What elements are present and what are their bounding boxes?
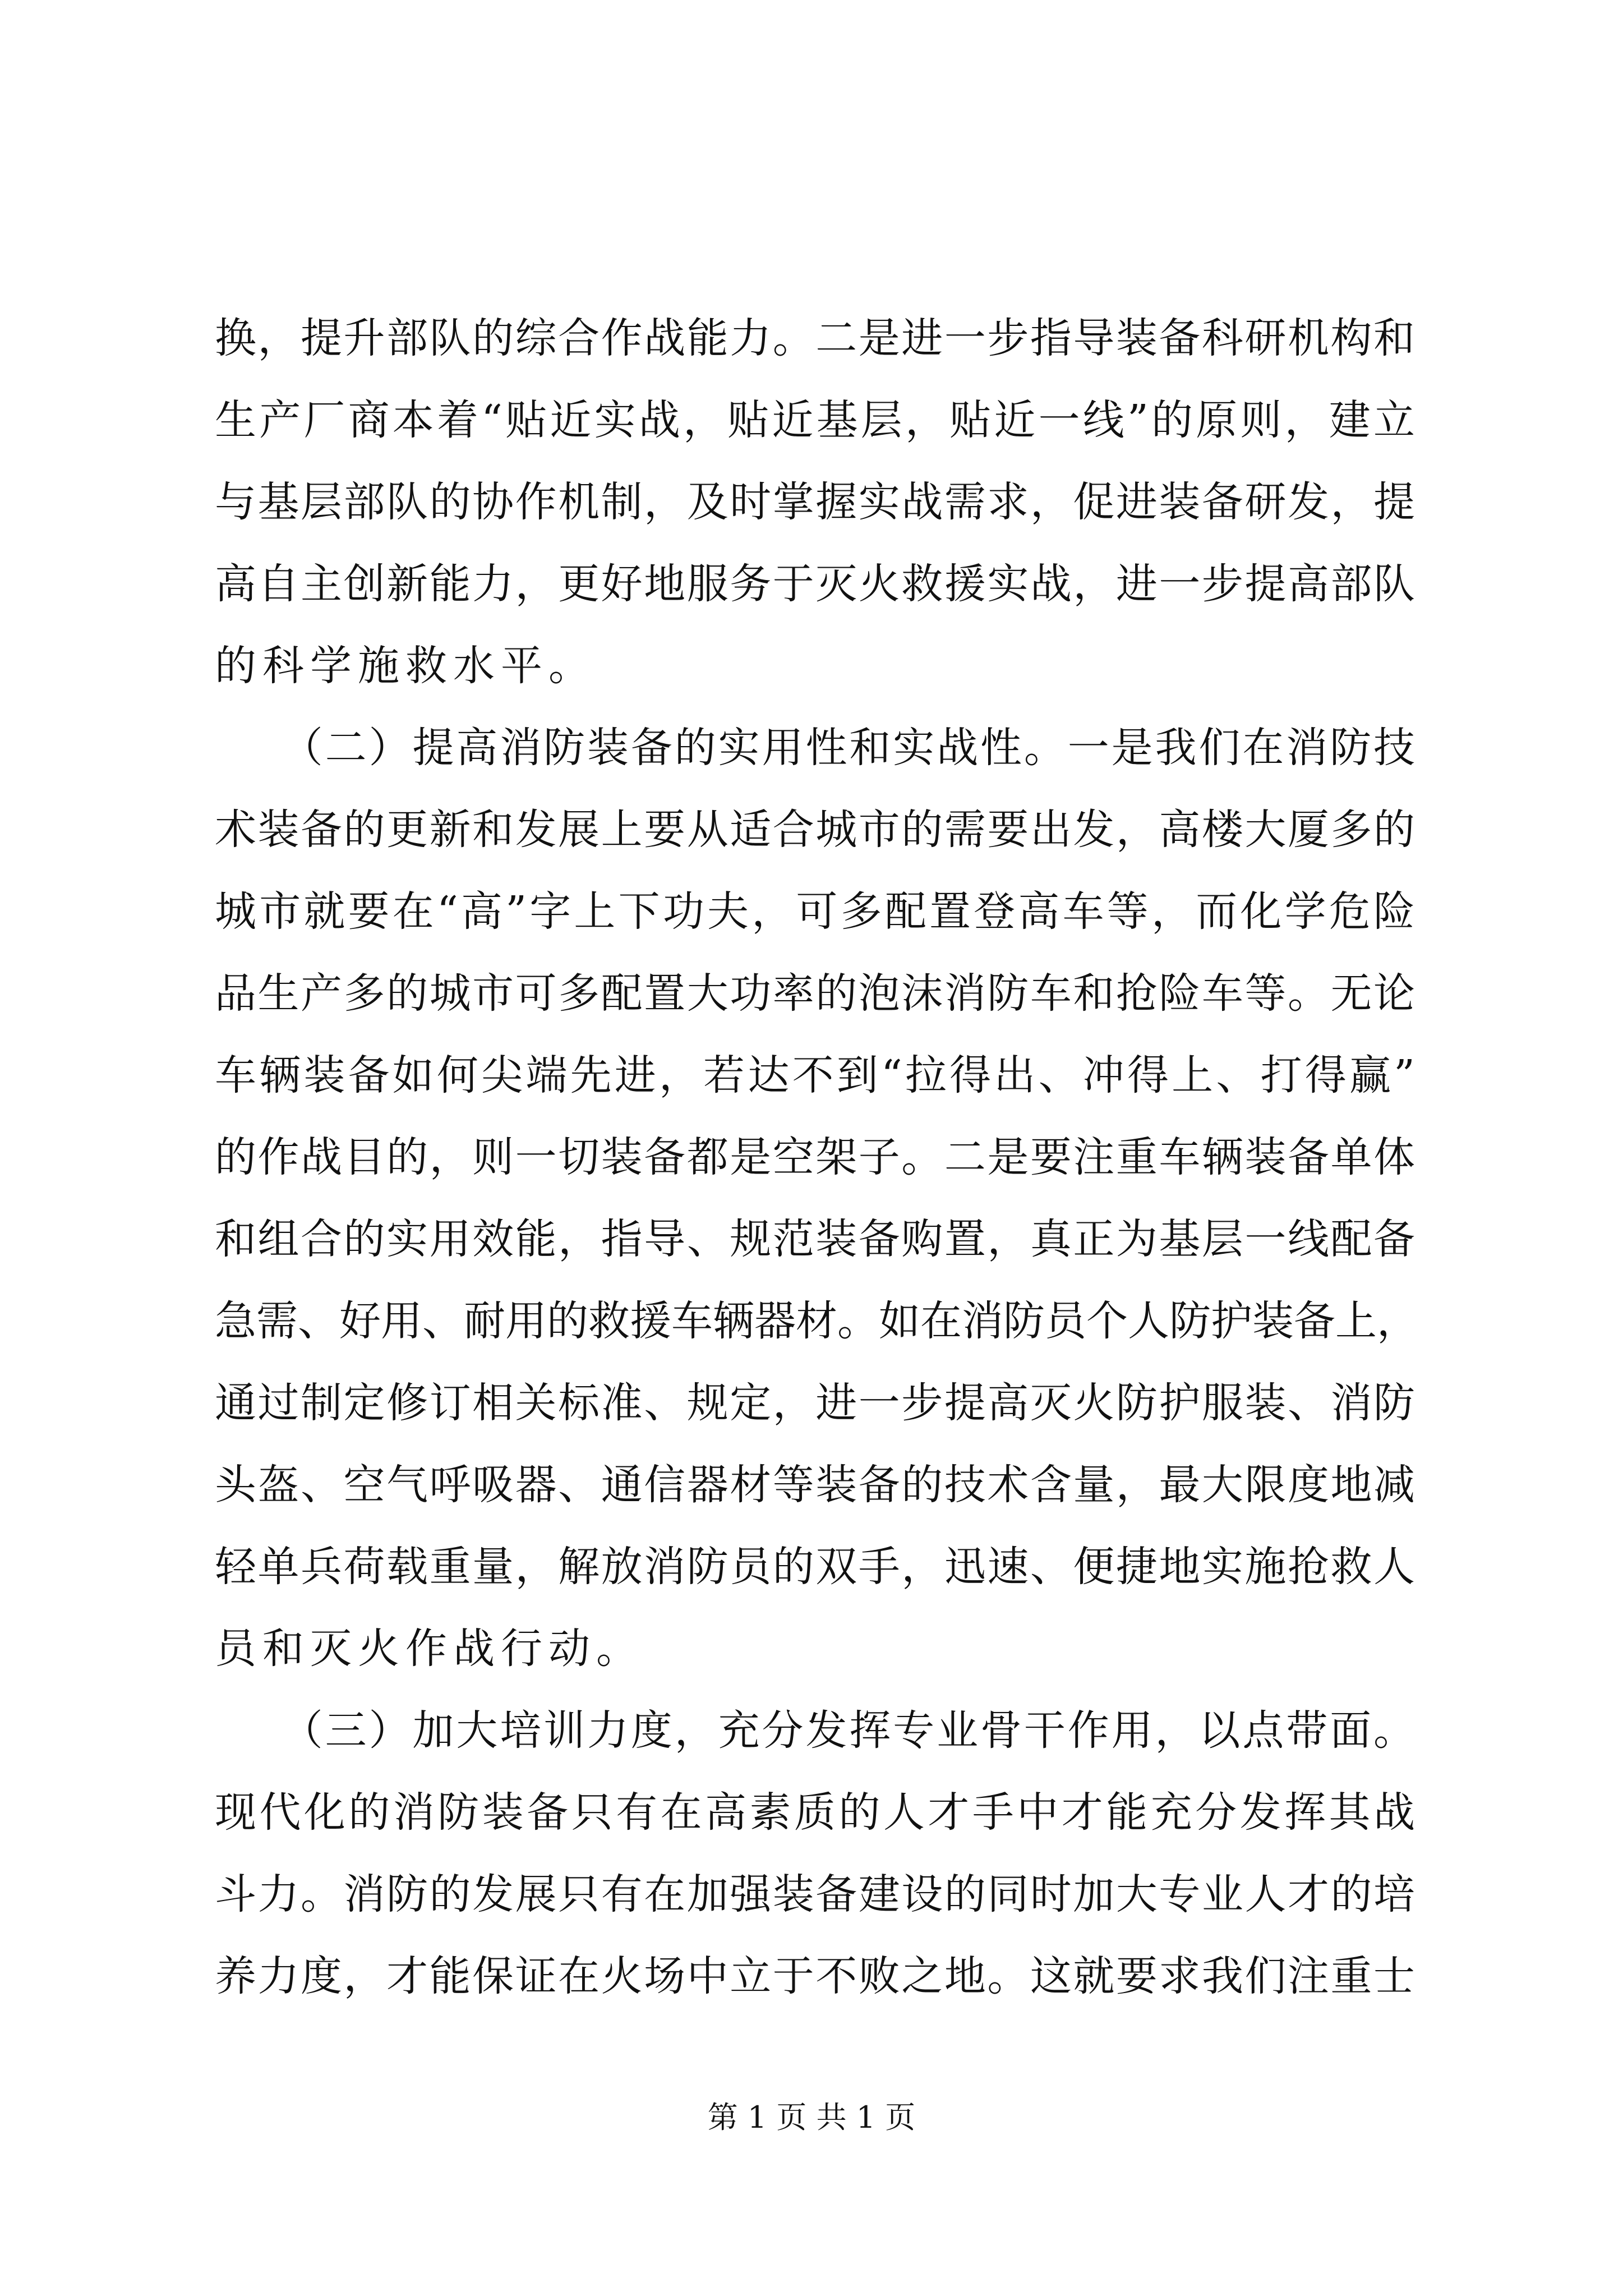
text-line-18: （三）加大培训力度，充分发挥专业骨干作用，以点带面。 xyxy=(215,1706,1415,1755)
text-line-9: 品生产多的城市可多配置大功率的泡沫消防车和抢险车等。无论 xyxy=(215,969,1415,1018)
text-line-11: 的作战目的，则一切装备都是空架子。二是要注重车辆装备单体 xyxy=(215,1133,1415,1181)
text-line-13: 急需、好用、耐用的救援车辆器材。如在消防员个人防护装备上， xyxy=(215,1297,1418,1345)
page-number-label: 第 1 页 共 1 页 xyxy=(707,2100,916,2135)
text-line-4: 高自主创新能力，更好地服务于灭火救援实战，进一步提高部队 xyxy=(215,560,1415,608)
text-line-3: 与基层部队的协作机制，及时掌握实战需求，促进装备研发，提 xyxy=(215,478,1415,526)
text-line-2: 生产厂商本着“贴近实战，贴近基层，贴近一线”的原则，建立 xyxy=(215,396,1415,444)
text-line-6: （二）提高消防装备的实用性和实战性。一是我们在消防技 xyxy=(215,724,1415,772)
text-line-16: 轻单兵荷载重量，解放消防员的双手，迅速、便捷地实施抢救人 xyxy=(215,1543,1415,1591)
text-line-21: 养力度，才能保证在火场中立于不败之地。这就要求我们注重士 xyxy=(215,1952,1415,2000)
text-line-10: 车辆装备如何尖端先进，若达不到“拉得出、冲得上、打得赢” xyxy=(215,1051,1415,1099)
document-body xyxy=(215,297,1418,2017)
text-line-19: 现代化的消防装备只有在高素质的人才手中才能充分发挥其战 xyxy=(215,1788,1415,1837)
text-line-5: 的科学施救水平。 xyxy=(215,642,596,690)
page-footer xyxy=(0,2098,1623,2137)
text-line-17: 员和灭火作战行动。 xyxy=(215,1625,644,1673)
text-line-15: 头盔、空气呼吸器、通信器材等装备的技术含量，最大限度地减 xyxy=(215,1461,1415,1509)
text-line-14: 通过制定修订相关标准、规定，进一步提高灭火防护服装、消防 xyxy=(215,1379,1415,1427)
text-line-7: 术装备的更新和发展上要从适合城市的需要出发，高楼大厦多的 xyxy=(215,806,1415,854)
text-line-1: 换，提升部队的综合作战能力。二是进一步指导装备科研机构和 xyxy=(215,314,1415,362)
text-line-20: 斗力。消防的发展只有在加强装备建设的同时加大专业人才的培 xyxy=(215,1870,1415,1918)
text-line-12: 和组合的实用效能，指导、规范装备购置，真正为基层一线配备 xyxy=(215,1215,1415,1263)
text-line-8: 城市就要在“高”字上下功夫，可多配置登高车等，而化学危险 xyxy=(215,887,1415,936)
